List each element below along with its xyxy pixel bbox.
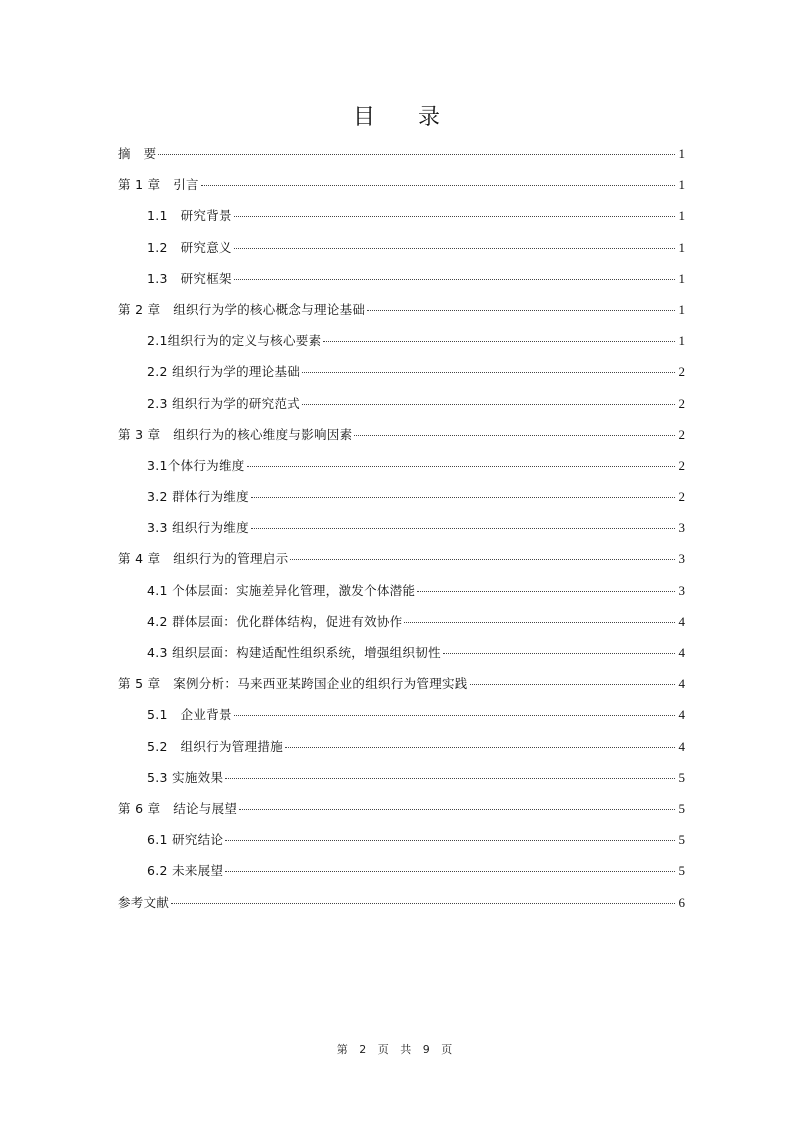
dot-leader xyxy=(158,154,675,155)
toc-entry-label: 4.3 组织层面：构建适配性组织系统，增强组织韧性 xyxy=(147,645,441,660)
toc-entry-section-4-2[interactable] xyxy=(118,609,685,640)
toc-entry-label: 1.3 研究框架 xyxy=(147,270,232,286)
toc-page-number: 4 xyxy=(678,613,685,629)
toc-page-number: 3 xyxy=(678,520,685,536)
toc-entry-section-1-3[interactable] xyxy=(118,266,685,297)
dot-leader xyxy=(201,185,675,186)
toc-entry-section-2-2[interactable] xyxy=(118,359,685,390)
toc-entry-abstract[interactable] xyxy=(118,141,685,172)
toc-page-number: 1 xyxy=(678,208,685,224)
dot-leader xyxy=(234,715,675,716)
toc-entry-section-6-2[interactable] xyxy=(118,858,685,889)
table-of-contents xyxy=(118,141,685,921)
toc-page-number: 2 xyxy=(678,395,685,411)
toc-page-number: 5 xyxy=(678,832,685,848)
toc-page-number: 1 xyxy=(678,270,685,286)
toc-entry-references[interactable] xyxy=(118,890,685,921)
toc-entry-label: 第 2 章 组织行为学的核心概念与理论基础 xyxy=(118,301,366,317)
toc-page-number: 5 xyxy=(678,800,685,816)
dot-leader xyxy=(323,341,675,342)
toc-entry-section-3-1[interactable] xyxy=(118,453,685,484)
toc-entry-section-4-1[interactable] xyxy=(118,578,685,609)
toc-entry-section-2-3[interactable] xyxy=(118,391,685,422)
toc-entry-label: 5.3 实施效果 xyxy=(147,769,224,785)
toc-entry-label: 3.1个体行为维度 xyxy=(147,457,245,473)
dot-leader xyxy=(225,840,675,841)
dot-leader xyxy=(251,497,675,498)
toc-page-number: 3 xyxy=(678,582,685,598)
dot-leader xyxy=(443,653,675,654)
dot-leader xyxy=(234,279,675,280)
toc-entry-section-4-3[interactable] xyxy=(118,640,685,671)
toc-entry-label: 第 4 章 组织行为的管理启示 xyxy=(118,551,289,567)
toc-page-number: 1 xyxy=(678,239,685,255)
toc-page-number: 5 xyxy=(678,863,685,879)
dot-leader xyxy=(470,684,675,685)
dot-leader xyxy=(234,216,675,217)
dot-leader xyxy=(239,809,675,810)
toc-entry-section-3-3[interactable] xyxy=(118,515,685,546)
toc-page-number: 2 xyxy=(678,489,685,505)
toc-page-number: 4 xyxy=(678,645,685,660)
toc-page-number: 2 xyxy=(678,426,685,442)
dot-leader xyxy=(225,778,675,779)
toc-page-number: 1 xyxy=(678,177,685,193)
toc-title: 目 录 xyxy=(353,105,458,130)
toc-page-number: 3 xyxy=(678,551,685,567)
toc-entry-label: 第 3 章 组织行为的核心维度与影响因素 xyxy=(118,426,353,442)
dot-leader xyxy=(417,591,675,592)
toc-entry-chapter-4[interactable] xyxy=(118,546,685,577)
toc-page-number: 2 xyxy=(678,364,685,380)
toc-page-number: 4 xyxy=(678,738,685,754)
toc-entry-label: 4.1 个体层面：实施差异化管理，激发个体潜能 xyxy=(147,582,416,598)
dot-leader xyxy=(251,528,675,529)
dot-leader xyxy=(285,747,675,748)
toc-page-number: 5 xyxy=(678,769,685,785)
toc-entry-label: 2.1组织行为的定义与核心要素 xyxy=(147,333,322,349)
toc-entry-label: 2.3 组织行为学的研究范式 xyxy=(147,395,301,411)
dot-leader xyxy=(247,466,675,467)
toc-entry-section-1-1[interactable] xyxy=(118,203,685,234)
toc-entry-chapter-2[interactable] xyxy=(118,297,685,328)
toc-entry-section-5-2[interactable] xyxy=(118,734,685,765)
dot-leader xyxy=(354,435,675,436)
toc-entry-section-1-2[interactable] xyxy=(118,235,685,266)
toc-page-number: 4 xyxy=(678,707,685,723)
dot-leader xyxy=(302,404,675,405)
toc-page-number: 1 xyxy=(678,301,685,317)
toc-page-number: 1 xyxy=(678,146,685,161)
toc-entry-label: 6.2 未来展望 xyxy=(147,863,224,879)
dot-leader xyxy=(404,622,675,623)
dot-leader xyxy=(290,559,675,560)
toc-entry-section-2-1[interactable] xyxy=(118,328,685,359)
toc-entry-label: 1.1 研究背景 xyxy=(147,208,232,224)
toc-entry-label: 3.3 组织行为维度 xyxy=(147,520,249,536)
dot-leader xyxy=(234,248,675,249)
toc-entry-label: 6.1 研究结论 xyxy=(147,832,224,848)
dot-leader xyxy=(225,871,675,872)
toc-entry-label: 参考文献 xyxy=(118,894,170,910)
toc-entry-label: 4.2 群体层面：优化群体结构，促进有效协作 xyxy=(147,613,403,629)
toc-entry-label: 第 6 章 结论与展望 xyxy=(118,800,238,816)
toc-page-number: 4 xyxy=(678,676,685,692)
toc-entry-section-5-1[interactable] xyxy=(118,702,685,733)
toc-entry-label: 2.2 组织行为学的理论基础 xyxy=(147,364,301,380)
toc-entry-label: 摘 要 xyxy=(118,146,157,161)
toc-entry-chapter-6[interactable] xyxy=(118,796,685,827)
toc-entry-section-6-1[interactable] xyxy=(118,827,685,858)
dot-leader xyxy=(302,372,675,373)
toc-entry-label: 第 5 章 案例分析：马来西亚某跨国企业的组织行为管理实践 xyxy=(118,676,468,692)
dot-leader xyxy=(367,310,675,311)
dot-leader xyxy=(171,903,675,904)
page-footer: 第 2 页 共 9 页 xyxy=(336,1043,457,1056)
toc-entry-chapter-5[interactable] xyxy=(118,671,685,702)
toc-page-number: 2 xyxy=(678,457,685,473)
toc-page-number: 6 xyxy=(678,894,685,910)
toc-entry-label: 5.2 组织行为管理措施 xyxy=(147,738,283,754)
toc-entry-section-3-2[interactable] xyxy=(118,484,685,515)
toc-entry-chapter-1[interactable] xyxy=(118,172,685,203)
toc-entry-label: 1.2 研究意义 xyxy=(147,239,232,255)
toc-entry-section-5-3[interactable] xyxy=(118,765,685,796)
toc-entry-chapter-3[interactable] xyxy=(118,422,685,453)
toc-entry-label: 5.1 企业背景 xyxy=(147,707,232,723)
toc-page-number: 1 xyxy=(678,333,685,349)
toc-entry-label: 3.2 群体行为维度 xyxy=(147,489,249,505)
toc-entry-label: 第 1 章 引言 xyxy=(118,177,199,193)
